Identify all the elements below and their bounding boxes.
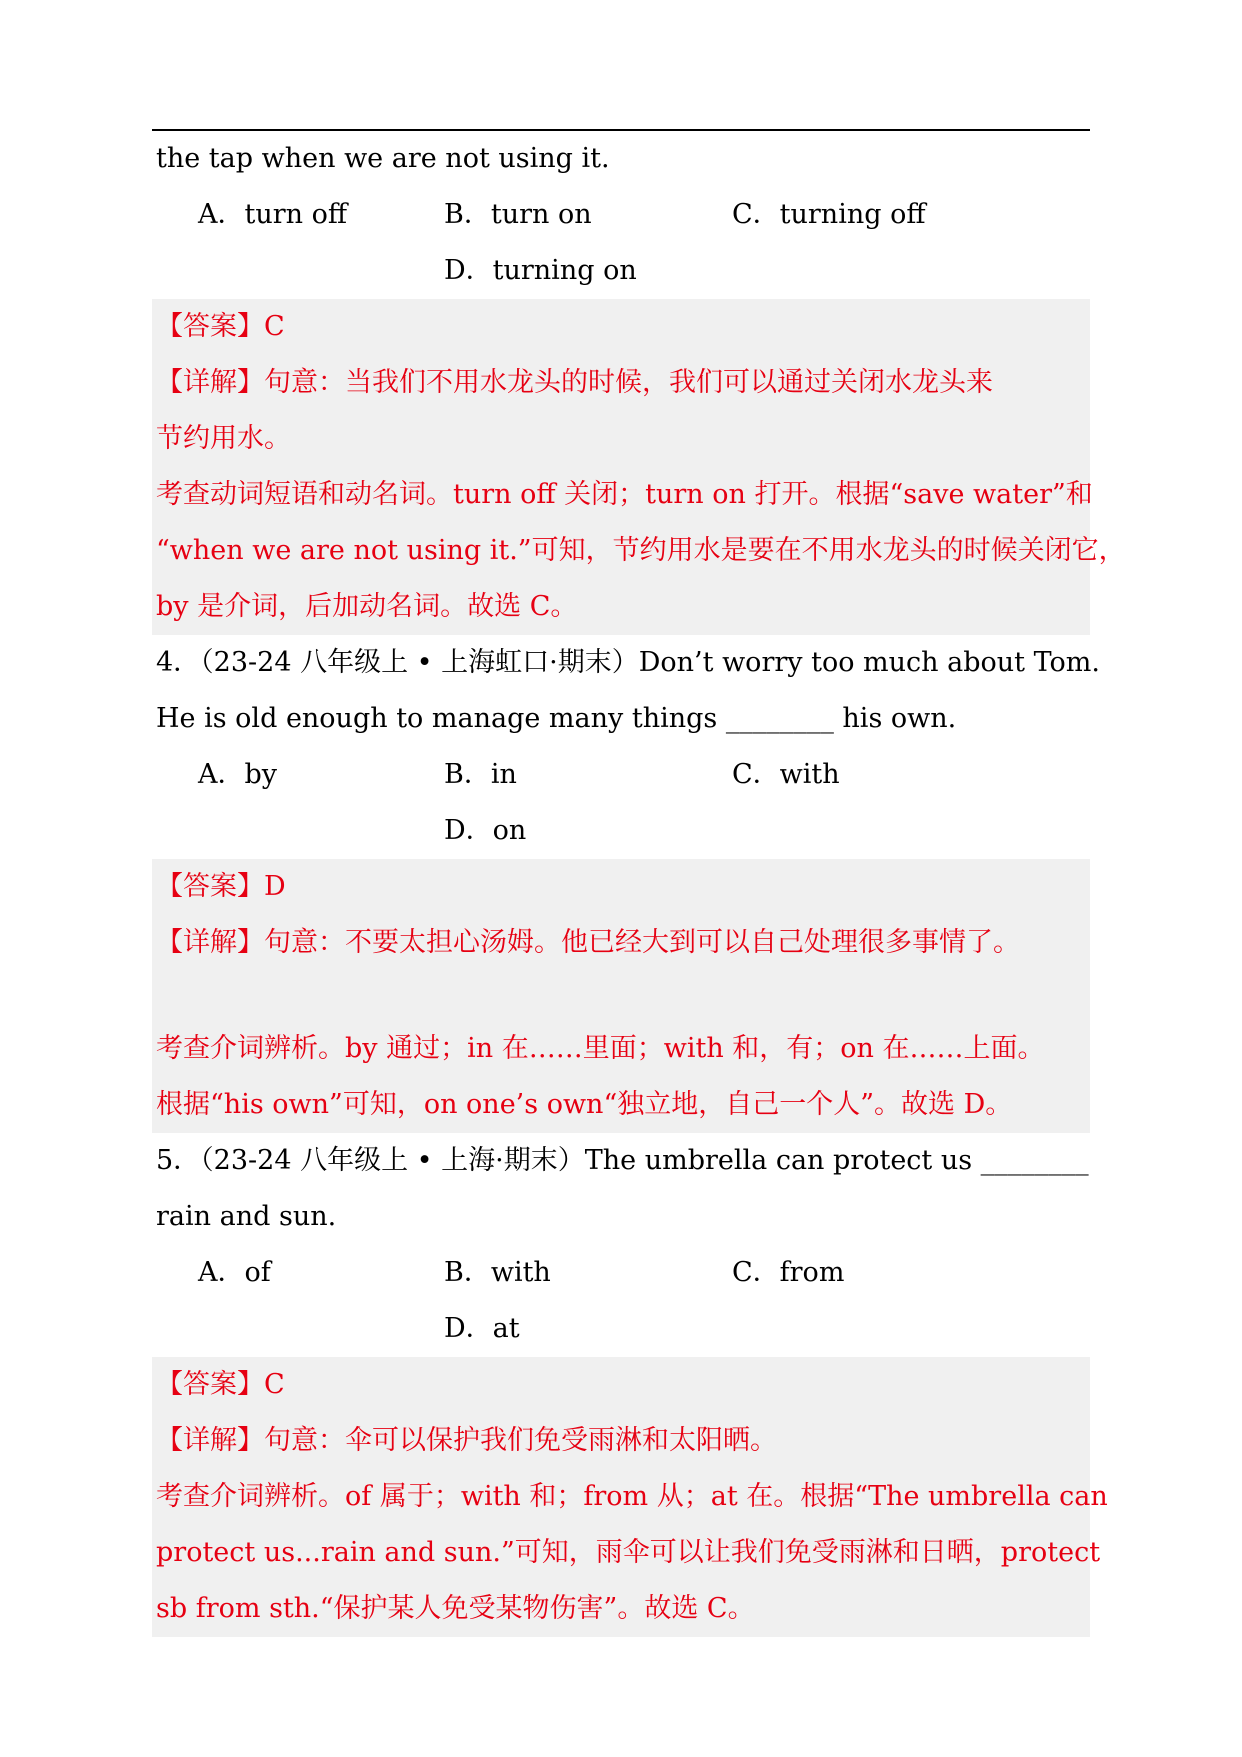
q4-option-a: A．by (198, 759, 278, 790)
q3-explanation (152, 299, 1126, 635)
q4-options-row2 (152, 803, 1090, 859)
q4-explanation (152, 859, 1090, 1133)
q5-option-a: A．of (198, 1257, 271, 1288)
q5-option-b: B．with (444, 1257, 551, 1288)
q5-options-row1 (152, 1245, 1090, 1301)
q4-option-b: B．in (444, 759, 517, 790)
q3-options-row1 (152, 187, 1090, 243)
q3-answer: 【答案】C (156, 311, 285, 342)
q3-explain-line: by 是介词，后加动名词。故选 C。 (156, 591, 578, 622)
q4-explain-line: 根据“his own”可知，on one’s own“独立地，自己一个人”。故选 D。 (156, 1089, 1013, 1120)
q3-option-c: C．turning off (732, 199, 926, 230)
q3-explain-line: “when we are not using it.”可知，节约用水是要在不用水龙头的时候关闭它， (156, 535, 1126, 566)
q3-option-a: A．turn off (198, 199, 348, 230)
q4-explain-gap (152, 971, 1090, 1021)
q3-option-d: D．turning on (444, 255, 637, 286)
q4-explain-line: 【详解】句意：不要太担心汤姆。他已经大到可以自己处理很多事情了。 (156, 927, 1020, 958)
q5-explain-line: 【详解】句意：伞可以保护我们免受雨淋和太阳晒。 (156, 1425, 777, 1456)
q5-stem-line: 5．（23-24 八年级上 • 上海·期末）The umbrella can protect us ________ (156, 1145, 1089, 1176)
q4-answer: 【答案】D (156, 871, 286, 902)
q3-explain-line: 节约用水。 (156, 423, 291, 454)
q5-explanation (152, 1357, 1108, 1637)
q5-explain-line: 考查介词辨析。of 属于；with 和；from 从；at 在。根据“The umbrella can (156, 1481, 1108, 1512)
page-content (152, 131, 1126, 1637)
q4-option-c: C．with (732, 759, 840, 790)
q5-stem-line: rain and sun. (156, 1201, 337, 1232)
q5-answer: 【答案】C (156, 1369, 285, 1400)
q5-options-row2 (152, 1301, 1090, 1357)
q5-explain-line: protect us...rain and sun.”可知，雨伞可以让我们免受雨淋和日晒，protect (156, 1537, 1101, 1568)
q3-stem: the tap when we are not using it. (156, 143, 610, 174)
q5-option-d: D．at (444, 1313, 520, 1344)
q3-explain-line: 考查动词短语和动名词。turn off 关闭；turn on 打开。根据“save water”和 (156, 479, 1093, 510)
q4-options-row1 (152, 747, 1090, 803)
q3-explain-line: 【详解】句意：当我们不用水龙头的时候，我们可以通过关闭水龙头来 (156, 367, 993, 398)
q4-stem-line: 4．（23-24 八年级上 • 上海虹口·期末）Don’t worry too much about Tom. (156, 647, 1100, 678)
q4-option-d: D．on (444, 815, 527, 846)
q4-explain-line: 考查介词辨析。by 通过；in 在……里面；with 和，有；on 在……上面。 (156, 1033, 1045, 1064)
q3-option-b: B．turn on (444, 199, 592, 230)
q4-stem-line: He is old enough to manage many things ________ his own. (156, 703, 957, 734)
q3-options-row2 (152, 243, 1090, 299)
q5-option-c: C．from (732, 1257, 845, 1288)
q5-explain-line: sb from sth.“保护某人免受某物伤害”。故选 C。 (156, 1593, 755, 1624)
